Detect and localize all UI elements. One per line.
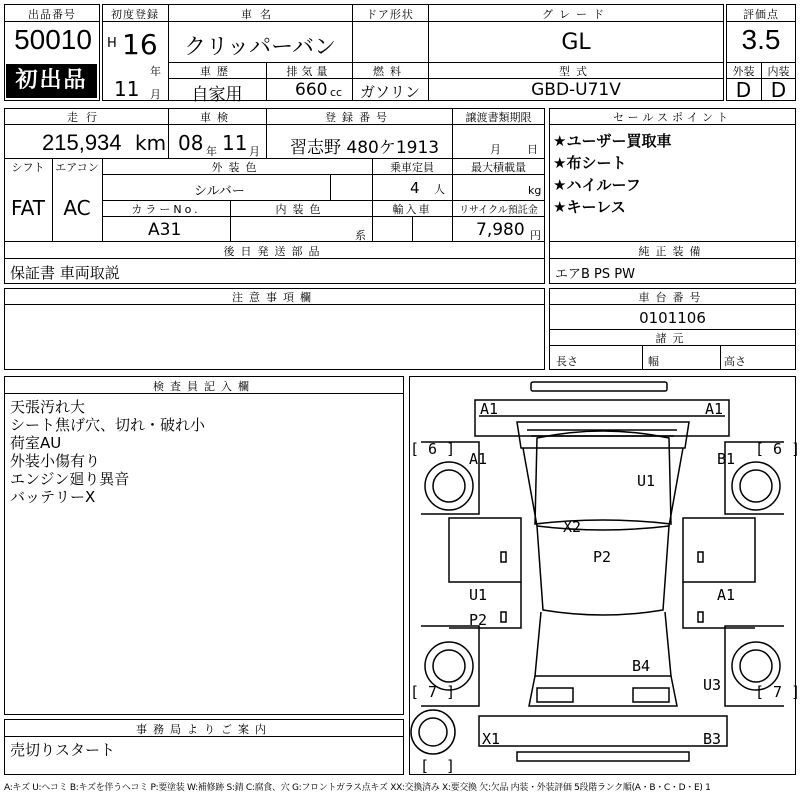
capacity: 4	[410, 179, 420, 197]
first-listing-badge: 初出品	[6, 64, 97, 98]
diag-u1-left: U1	[469, 586, 488, 604]
plate: 習志野 480ケ1913	[290, 138, 440, 158]
inspector-line: シート焦げ穴、切れ・破れ小	[10, 416, 206, 434]
mileage-label: 走行	[67, 111, 105, 124]
inspector-line: 外装小傷有り	[10, 452, 101, 470]
shift-label: シフト	[11, 161, 45, 174]
inspection-year-unit: 年	[206, 145, 217, 158]
diag-x1: X1	[482, 730, 501, 748]
inspector-line: バッテリーX	[10, 488, 96, 506]
history-label: 車歴	[200, 65, 234, 78]
ext-color: シルバー	[194, 184, 245, 199]
load-label: 最大積載量	[471, 161, 526, 174]
diag-7-right: [ 7 ]	[755, 683, 800, 701]
import-label: 輸入車	[392, 203, 432, 216]
diag-u1-roof: U1	[637, 472, 656, 490]
diag-6-left: [ 6 ]	[410, 440, 456, 458]
ext-grade-label: 外装	[732, 65, 755, 78]
sales-point: ★ユーザー買取車	[553, 132, 672, 150]
parts-label: 後日発送部品	[223, 245, 326, 258]
history: 自家用	[191, 85, 243, 105]
inspection-month: 11	[222, 131, 248, 155]
genuine-value: エアB PS PW	[555, 267, 635, 282]
transfer-month-unit: 月	[490, 143, 501, 156]
door-label: ドア形状	[366, 8, 414, 21]
reg-month: 11	[114, 77, 140, 101]
sales-points-label: セールスポイント	[612, 111, 732, 124]
fuel: ガソリン	[359, 83, 420, 101]
color-no: A31	[148, 220, 182, 240]
int-grade: D	[770, 78, 787, 102]
office-label: 事務局よりご案内	[136, 723, 272, 736]
inspector-line: エンジン廻り異音	[10, 470, 130, 488]
reg-year: 16	[122, 28, 158, 61]
reg-month-unit: 月	[150, 88, 161, 101]
car-name-label: 車名	[241, 8, 279, 21]
model-label: 型式	[559, 65, 593, 78]
length-label: 長さ	[556, 355, 578, 368]
inspector-label: 検査員記入欄	[153, 380, 255, 393]
plate-label: 登録番号	[325, 111, 393, 124]
ext-color-label: 外装色	[211, 161, 263, 174]
inspector-line: 荷室AU	[10, 434, 62, 452]
first-reg-label: 初度登録	[111, 8, 159, 21]
ext-grade: D	[735, 78, 752, 102]
transfer-day-unit: 日	[527, 143, 538, 156]
shift: FAT	[10, 196, 45, 220]
int-color-unit: 系	[355, 229, 366, 242]
transfer-label: 譲渡書類期限	[465, 111, 532, 124]
diag-b1-right: B1	[717, 450, 736, 468]
height-label: 高さ	[724, 355, 746, 368]
chassis-label: 車台番号	[638, 291, 707, 304]
era: H	[107, 36, 117, 51]
displacement-label: 排気量	[286, 65, 332, 78]
chassis-number: 0101106	[639, 309, 706, 327]
diag-a1-right-door: A1	[717, 586, 736, 604]
capacity-label: 乗車定員	[390, 161, 434, 174]
diag-spare-right: ]	[446, 757, 456, 775]
load-unit: kg	[528, 184, 542, 197]
reg-year-unit: 年	[150, 65, 161, 78]
int-color-label: 内装色	[275, 203, 327, 216]
color-no-label: カラーNo.	[131, 203, 201, 216]
fuel-label: 燃料	[373, 65, 407, 78]
score-label: 評価点	[743, 8, 779, 21]
car-name: クリッパーバン	[183, 35, 337, 60]
dims-label: 諸元	[655, 332, 690, 345]
diag-b3: B3	[703, 730, 722, 748]
diag-a1-top-right: A1	[705, 400, 724, 418]
diag-7-left: [ 7 ]	[410, 683, 456, 701]
model: GBD-U71V	[531, 80, 621, 100]
displacement: 660	[295, 80, 328, 100]
grade-label: グレード	[542, 8, 610, 21]
displacement-unit: cc	[330, 86, 343, 99]
recycle-unit: 円	[530, 229, 541, 242]
sales-point: ★キーレス	[553, 198, 626, 216]
inspection-month-unit: 月	[249, 145, 260, 158]
mileage: 215,934	[42, 130, 122, 155]
lot-label: 出品番号	[28, 8, 76, 21]
genuine-label: 純正装備	[638, 245, 707, 258]
car-diagram	[409, 376, 796, 775]
score: 3.5	[741, 24, 781, 55]
inspection-label: 車検	[200, 111, 234, 124]
aircon-label: エアコン	[55, 161, 99, 174]
grade: GL	[561, 30, 591, 55]
inspector-line: 天張汚れ大	[10, 398, 86, 416]
recycle: 7,980	[476, 220, 525, 240]
lot-number: 50010	[14, 24, 92, 55]
diag-b4: B4	[632, 657, 651, 675]
aircon: AC	[63, 196, 91, 220]
diag-6-right: [ 6 ]	[755, 440, 800, 458]
diag-p2-center: P2	[593, 548, 612, 566]
parts-value: 保証書 車両取説	[10, 264, 120, 282]
legend-footer: A:キズ U:ヘコミ B:キズを伴うヘコミ P:要塗装 W:補修跡 S:錆 C:腐食、穴 G:フロントガラス点キズ XX:交換済み X:要交換 欠:欠品 内装・外装評価 5段階ランク順(A・B・C・D・E) 1	[4, 783, 711, 793]
sales-point: ★ハイルーフ	[553, 176, 641, 194]
diag-u3: U3	[703, 676, 722, 694]
diag-a1-top-left: A1	[480, 400, 499, 418]
diag-x2: X2	[563, 518, 582, 536]
diag-spare-left: [	[420, 757, 430, 775]
recycle-label: リサイクル預託金	[459, 205, 538, 216]
sales-point: ★布シート	[553, 154, 627, 172]
diag-a1-left-door: A1	[469, 450, 488, 468]
capacity-unit: 人	[434, 183, 445, 196]
mileage-unit: km	[135, 131, 167, 155]
width-label: 幅	[648, 355, 659, 368]
int-grade-label: 内装	[767, 65, 790, 78]
notes-label: 注意事項欄	[232, 291, 317, 304]
office-value: 売切りスタート	[10, 741, 116, 759]
inspection-year: 08	[178, 131, 204, 155]
diag-p2-left: P2	[469, 611, 488, 629]
